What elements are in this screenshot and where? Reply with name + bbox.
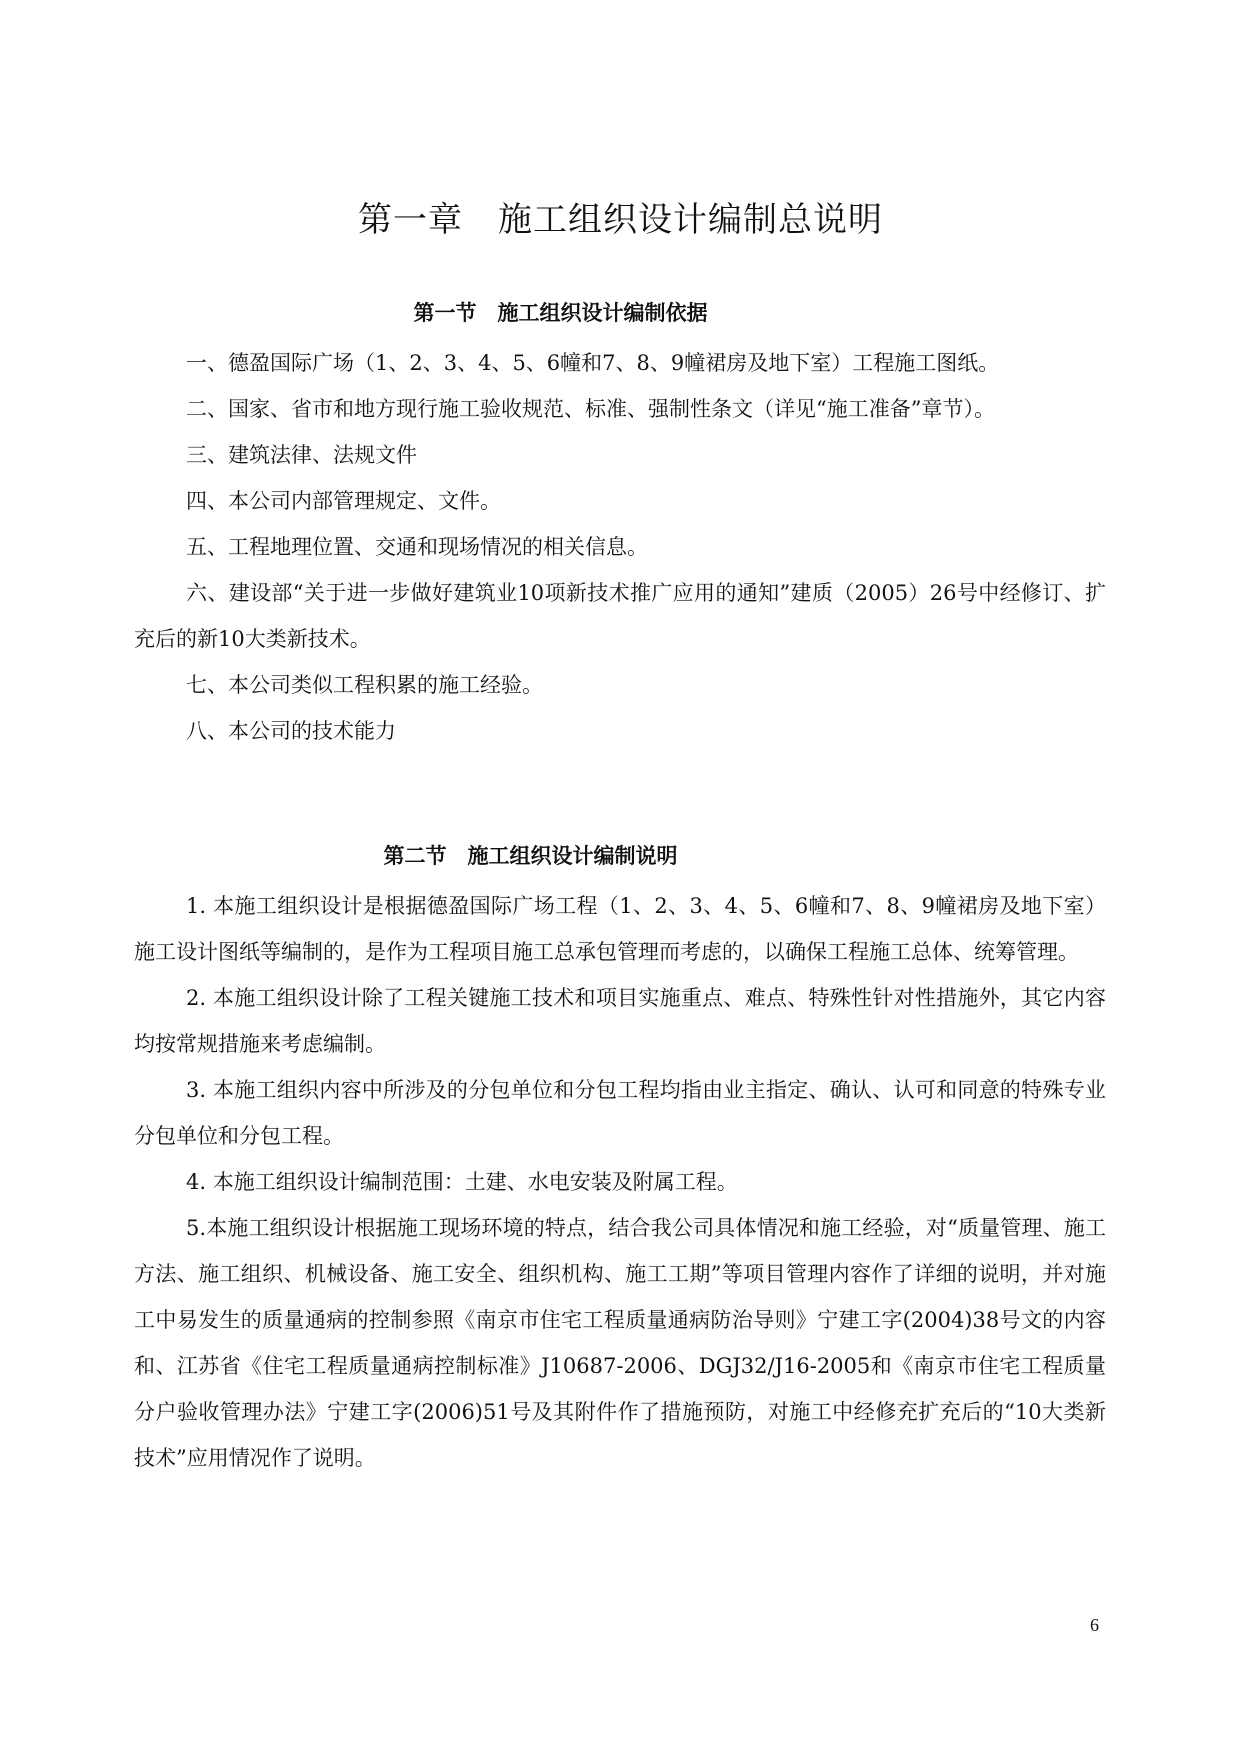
section-1-item: 五、工程地理位置、交通和现场情况的相关信息。 (186, 535, 648, 559)
section-2-title: 第二节 施工组织设计编制说明 (383, 844, 678, 868)
section-1-body (134, 340, 1106, 754)
section-2-item: 1. 本施工组织设计是根据德盈国际广场工程（1、2、3、4、5、6幢和7、8、9幢裙房及地下室）施工设计图纸等编制的，是作为工程项目施工总承包管理而考虑的，以确保工程施工总体、统筹管理。 (134, 894, 1106, 964)
section-1-item: 六、建设部“关于进一步做好建筑业10项新技术推广应用的通知”建质（2005）26号中经修订、扩充后的新10大类新技术。 (134, 581, 1106, 651)
section-1-item: 四、本公司内部管理规定、文件。 (186, 489, 501, 513)
chapter-title: 第一章 施工组织设计编制总说明 (358, 200, 883, 240)
section-1-title: 第一节 施工组织设计编制依据 (413, 301, 708, 325)
section-1-item: 一、德盈国际广场（1、2、3、4、5、6幢和7、8、9幢裙房及地下室）工程施工图纸。 (186, 351, 1000, 375)
section-1-item: 三、建筑法律、法规文件 (186, 443, 417, 467)
section-2-item: 3. 本施工组织内容中所涉及的分包单位和分包工程均指由业主指定、确认、认可和同意的特殊专业分包单位和分包工程。 (134, 1078, 1106, 1148)
section-1-item: 七、本公司类似工程积累的施工经验。 (186, 673, 543, 697)
section-2-item: 5.本施工组织设计根据施工现场环境的特点，结合我公司具体情况和施工经验，对“质量管理、施工方法、施工组织、机械设备、施工安全、组织机构、施工工期”等项目管理内容作了详细的说明，并对施工中易发生的质量通病的控制参照《南京市住宅工程质量通病防治导则》宁建工字(2004)38号文的内容和、江苏省《住宅工程质量通病控制标准》J10687-2006、DGJ32/J16-2005和《南京市住宅工程质量分户验收管理办法》宁建工字(2006)51号及其附件作了措施预防，对施工中经修充扩充后的“10大类新技术”应用情况作了说明。 (134, 1216, 1106, 1470)
section-1-item: 八、本公司的技术能力 (186, 719, 396, 743)
page-number: 6 (1090, 1615, 1099, 1635)
section-1-item: 二、国家、省市和地方现行施工验收规范、标准、强制性条文（详见“施工准备”章节）。 (186, 397, 995, 421)
section-2-item: 2. 本施工组织设计除了工程关键施工技术和项目实施重点、难点、特殊性针对性措施外，其它内容均按常规措施来考虑编制。 (134, 986, 1106, 1056)
section-2-item: 4. 本施工组织设计编制范围：土建、水电安装及附属工程。 (186, 1170, 738, 1194)
section-2-body (134, 883, 1106, 1481)
